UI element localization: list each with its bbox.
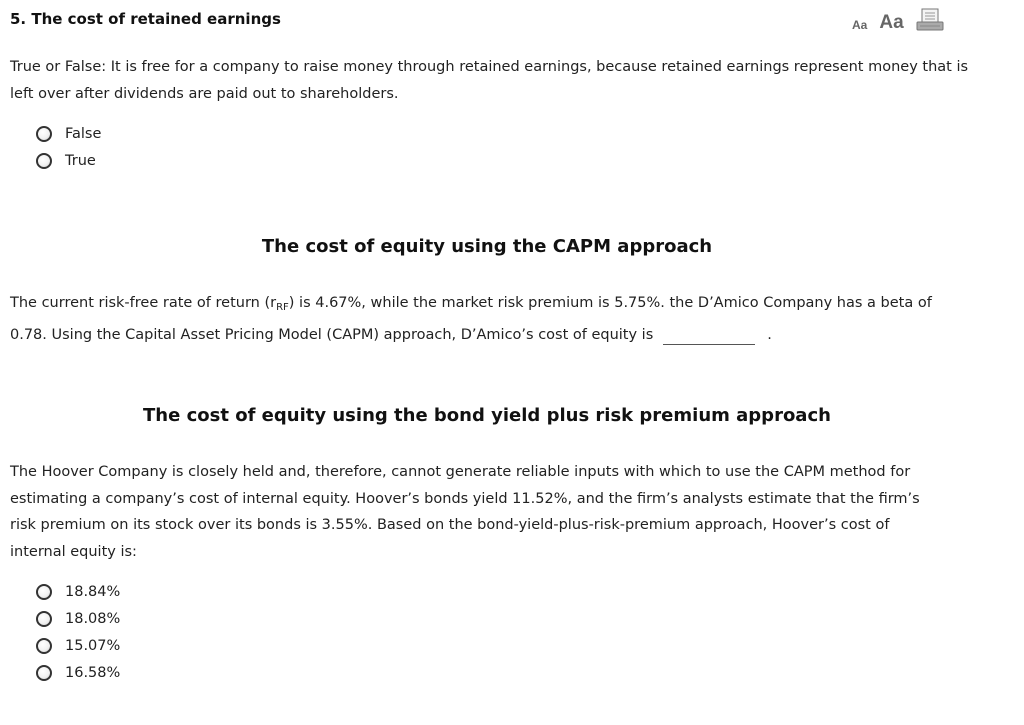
rf-subscript: RF — [276, 302, 289, 313]
question-title: 5. The cost of retained earnings — [10, 10, 281, 28]
option-label: False — [65, 125, 102, 142]
end-period: . — [767, 326, 772, 343]
option-label: 15.07% — [65, 637, 121, 654]
radio-button[interactable] — [36, 126, 52, 142]
capm-text-start: The current risk-free rate of return (r — [10, 295, 277, 311]
radio-button[interactable] — [36, 638, 52, 654]
option-3[interactable] — [36, 632, 120, 659]
option-label: 18.84% — [65, 583, 121, 600]
question-prompt: True or False: It is free for a company to raise money through retained earnings, because retained earnings represent money that is left over after dividends are paid out to shareholders. — [10, 59, 969, 102]
radio-button[interactable] — [36, 584, 52, 600]
radio-button[interactable] — [36, 611, 52, 627]
option-false[interactable] — [36, 120, 101, 147]
option-1[interactable] — [36, 578, 120, 605]
option-4[interactable] — [36, 659, 120, 686]
bond-yield-heading: The cost of equity using the bond yield plus risk premium approach — [143, 405, 831, 426]
answer-options — [36, 578, 120, 686]
true-false-options — [36, 120, 101, 174]
option-label: True — [65, 152, 96, 169]
option-2[interactable] — [36, 605, 120, 632]
radio-button[interactable] — [36, 153, 52, 169]
bond-yield-prompt: The Hoover Company is closely held and, therefore, cannot generate reliable inputs with which to use the CAPM method for estimating a company’s cost of internal equity. Hoover’s bonds yield 11.52%, and the firm’s analysts estimate that the firm’s risk premium on its stock over its bonds is 3.55%. Based on the bond-yield-plus-risk-premium approach, Hoover’s cost of internal equity is: — [10, 464, 920, 560]
option-true[interactable] — [36, 147, 101, 174]
cost-of-equity-blank[interactable] — [663, 328, 755, 345]
capm-text — [10, 290, 955, 348]
print-icon[interactable] — [916, 8, 944, 32]
capm-heading: The cost of equity using the CAPM approach — [261, 236, 713, 257]
capm-text-end: ) is 4.67%, while the market risk premium is 5.75%. the D’Amico Company has a beta of 0.78. Using the Capital Asset Pricing Model (CAPM) approach, D’Amico’s cost of equity is — [10, 295, 932, 343]
toolbar — [852, 8, 944, 32]
increase-font-button[interactable]: Aa — [879, 12, 904, 33]
option-label: 16.58% — [65, 664, 121, 681]
option-label: 18.08% — [65, 610, 121, 627]
decrease-font-button[interactable]: Aa — [852, 18, 868, 32]
radio-button[interactable] — [36, 665, 52, 681]
